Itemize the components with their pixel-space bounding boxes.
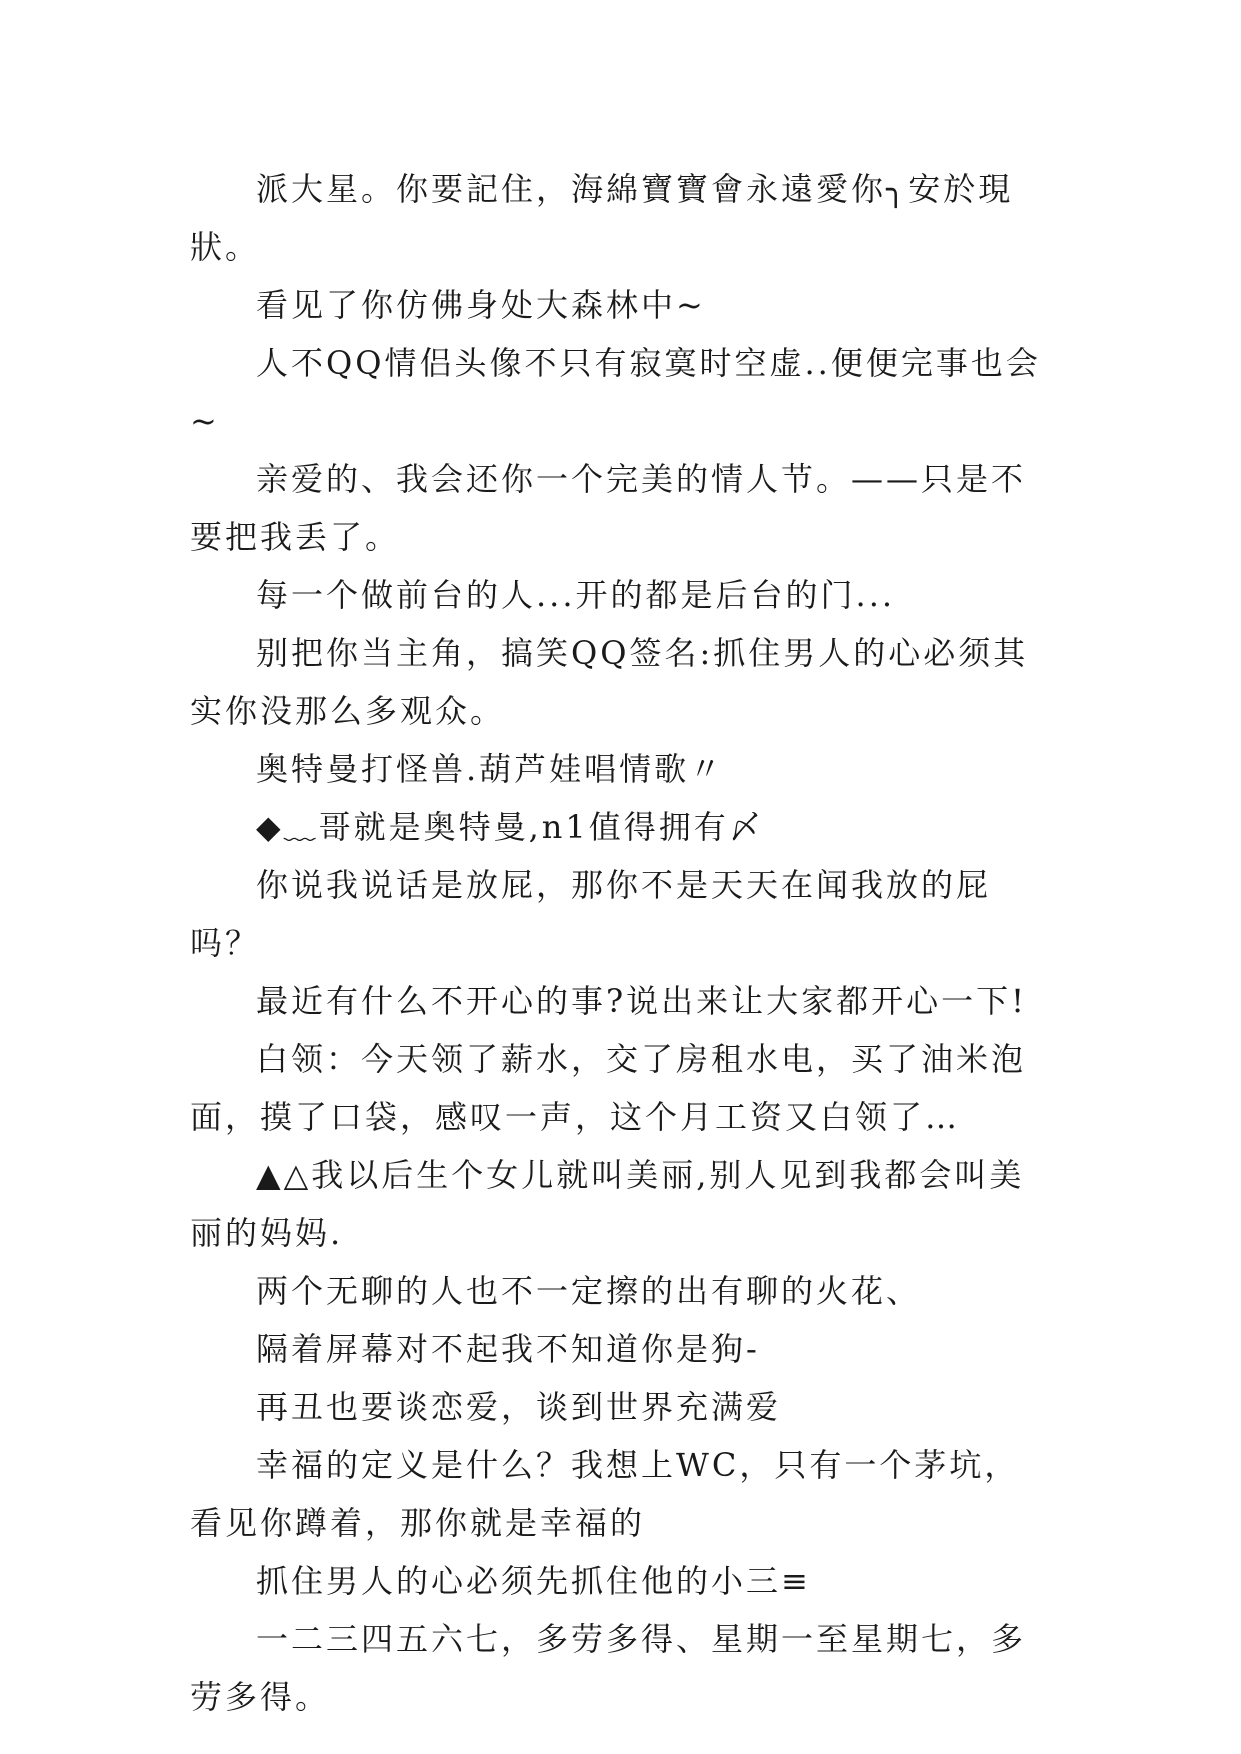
paragraph: 每一个做前台的人...开的都是后台的门... <box>256 576 896 614</box>
paragraph: 看见了你仿佛身处大森林中~ <box>256 286 706 324</box>
paragraph: ▲△我以后生个女儿就叫美丽,别人见到我都会叫美丽的妈妈. <box>190 1156 1025 1252</box>
paragraph: 亲爱的、我会还你一个完美的情人节。——只是不要把我丢了。 <box>190 460 1027 556</box>
paragraph: 一二三四五六七，多劳多得、星期一至星期七，多劳多得。 <box>190 1620 1027 1716</box>
document-body <box>190 160 1050 1726</box>
paragraph: 幸福的定义是什么？我想上WC，只有一个茅坑，看见你蹲着，那你就是幸福的 <box>190 1446 1020 1542</box>
paragraph: 派大星。你要記住，海綿寶寶會永遠愛你╮安於現狀。 <box>190 170 1014 266</box>
paragraph: 奥特曼打怪兽.葫芦娃唱情歌〃 <box>256 750 725 788</box>
paragraph: 你说我说话是放屁，那你不是天天在闻我放的屁吗？ <box>190 866 992 962</box>
paragraph: 抓住男人的心必须先抓住他的小三≡ <box>256 1562 811 1600</box>
paragraph: 最近有什么不开心的事?说出来让大家都开心一下! <box>256 982 1028 1020</box>
paragraph: 两个无聊的人也不一定擦的出有聊的火花、 <box>256 1272 922 1310</box>
paragraph: 别把你当主角，搞笑QQ签名:抓住男人的心必须其实你没那么多观众。 <box>190 634 1029 730</box>
paragraph: 隔着屏幕对不起我不知道你是狗- <box>256 1330 760 1368</box>
paragraph: 白领：今天领了薪水，交了房租水电，买了油米泡面，摸了口袋，感叹一声，这个月工资又白领了… <box>190 1040 1027 1136</box>
paragraph: ◆﹏哥就是奥特曼,n1值得拥有〆 <box>256 808 764 846</box>
paragraph: 人不QQ情侣头像不只有寂寞时空虚..便便完事也会~ <box>190 344 1041 440</box>
paragraph: 再丑也要谈恋爱，谈到世界充满爱 <box>256 1388 782 1426</box>
